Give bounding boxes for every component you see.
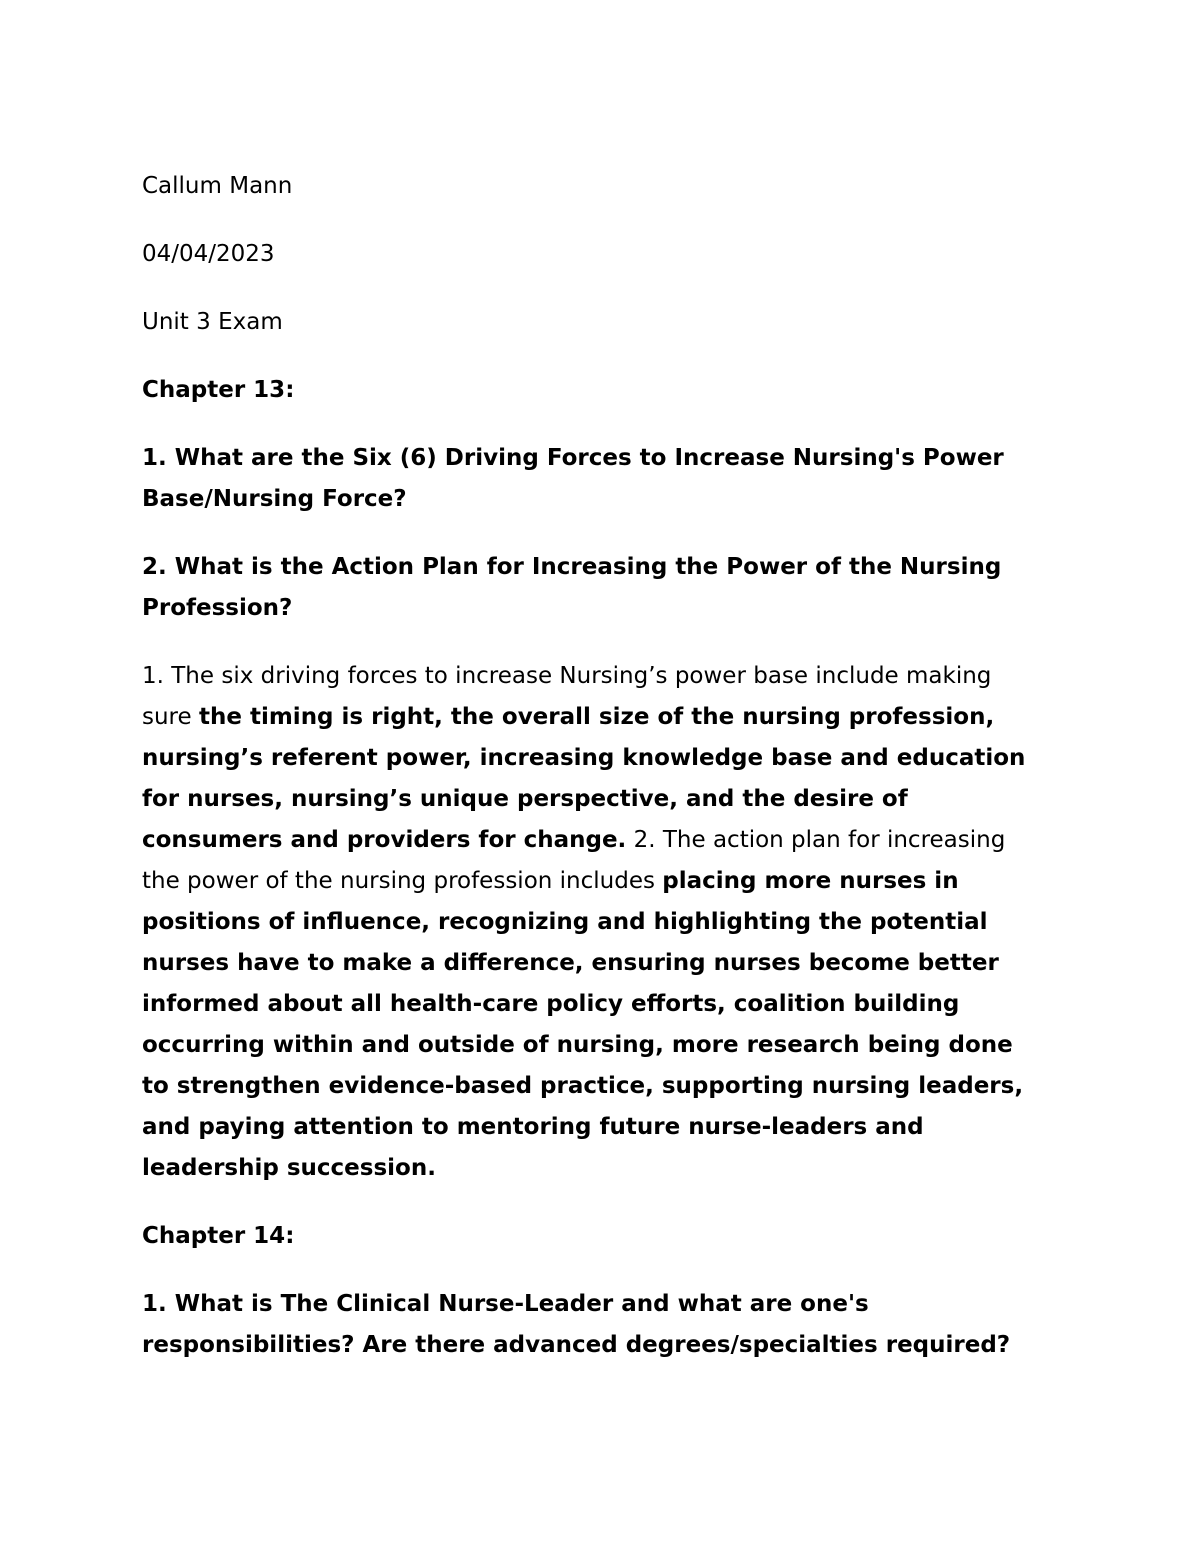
answer-text: the power of the nursing profession includes (142, 868, 663, 894)
chapter-13-answer (142, 656, 1067, 1189)
answer-line (142, 861, 1067, 902)
answer-line (142, 820, 1067, 861)
answer-bold-text: the timing is right, the overall size of the nursing profession, (198, 704, 995, 730)
answer-line: and paying attention to mentoring future nurse-leaders and (142, 1114, 924, 1140)
answer-line: for nurses, nursing’s unique perspective, and the desire of (142, 786, 908, 812)
chapter-13-question-1 (142, 438, 1067, 520)
answer-line: to strengthen evidence-based practice, supporting nursing leaders, (142, 1073, 1024, 1099)
answer-line: leadership succession. (142, 1155, 436, 1181)
answer-line: nursing’s referent power, increasing knowledge base and education (142, 745, 1026, 771)
answer-line (142, 656, 1067, 697)
question-line: 2. What is the Action Plan for Increasing the Power of the Nursing (142, 554, 1002, 580)
document-date: 04/04/2023 (142, 241, 275, 267)
answer-line: occurring within and outside of nursing, more research being done (142, 1032, 1013, 1058)
question-line: 1. What is The Clinical Nurse-Leader and what are one's (142, 1291, 869, 1317)
answer-bold-text: placing more nurses in (662, 868, 959, 894)
chapter-14-question-1 (142, 1284, 1067, 1366)
document-page (142, 166, 1067, 1366)
answer-text: 1. The six driving forces to increase Nursing’s power base include making (142, 663, 992, 689)
answer-line: informed about all health-care policy efforts, coalition building (142, 991, 960, 1017)
answer-bold-text: consumers and providers for change. (142, 827, 627, 853)
answer-line (142, 697, 1067, 738)
question-line: 1. What are the Six (6) Driving Forces to Increase Nursing's Power (142, 445, 1004, 471)
chapter-13-heading: Chapter 13: (142, 377, 295, 403)
author-name: Callum Mann (142, 173, 293, 199)
answer-text: sure (142, 704, 199, 730)
question-line: responsibilities? Are there advanced degrees/specialties required? (142, 1332, 1011, 1358)
document-title: Unit 3 Exam (142, 309, 283, 335)
question-line: Base/Nursing Force? (142, 486, 407, 512)
answer-line: positions of influence, recognizing and highlighting the potential (142, 909, 988, 935)
answer-line: nurses have to make a difference, ensuring nurses become better (142, 950, 999, 976)
answer-text: 2. The action plan for increasing (626, 827, 1006, 853)
chapter-13-question-2 (142, 547, 1067, 629)
question-line: Profession? (142, 595, 293, 621)
chapter-14-heading: Chapter 14: (142, 1223, 295, 1249)
